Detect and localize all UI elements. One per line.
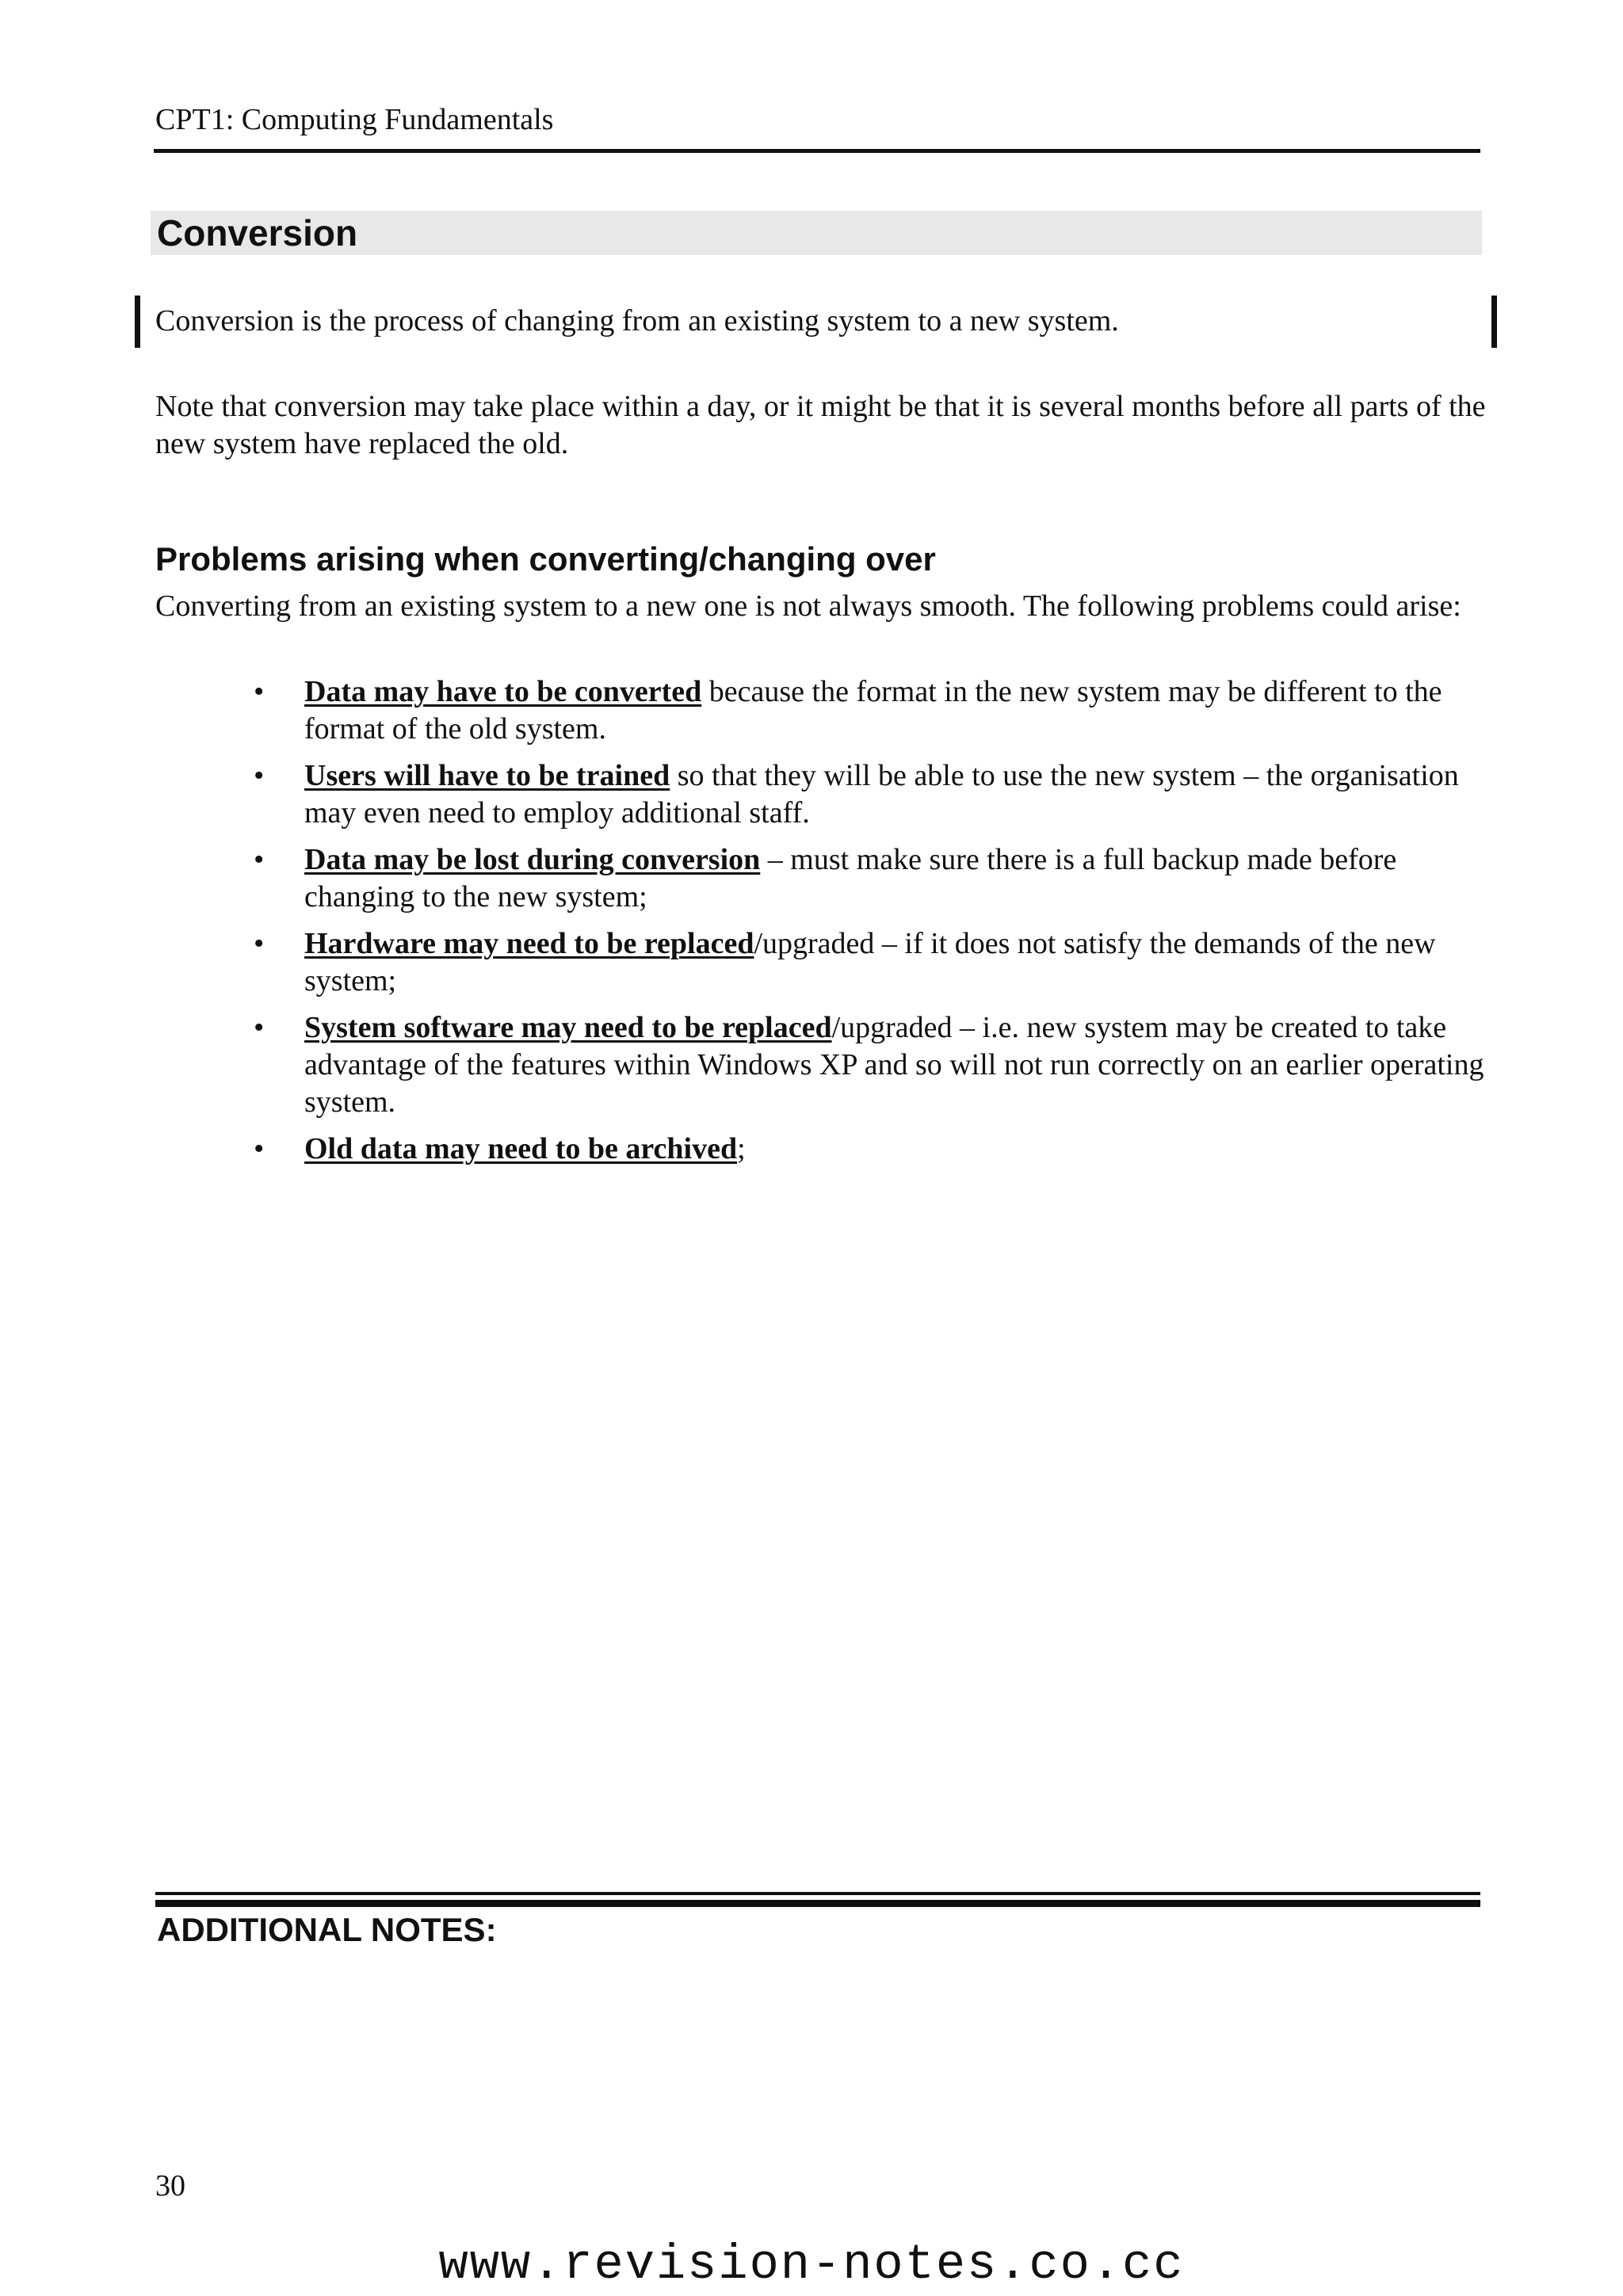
list-item-text: so that they will be able to use the new system – the organisation may even need to employ additional staff. xyxy=(304,759,1459,830)
bullet-icon: • xyxy=(254,759,265,792)
list-item xyxy=(155,1009,1495,1121)
list-item-keyword: Old data may need to be archived xyxy=(304,1132,738,1165)
additional-notes-title: ADDITIONAL NOTES: xyxy=(157,1911,497,1948)
list-item xyxy=(155,841,1495,916)
note-paragraph: Note that conversion may take place within a day, or it might be that it is several months before all parts of the new system have replaced the old. xyxy=(155,390,1486,460)
list-item-text: – must make sure there is a full backup made before changing to the new system; xyxy=(304,843,1397,913)
bullet-icon: • xyxy=(254,1011,265,1044)
bullet-icon: • xyxy=(254,843,265,876)
header-divider xyxy=(154,149,1480,153)
list-item-keyword: Data may have to be converted xyxy=(304,675,702,708)
bullet-icon: • xyxy=(254,675,265,708)
section-title: Conversion xyxy=(157,212,358,254)
list-item-keyword: System software may need to be replaced xyxy=(304,1011,832,1044)
list-item-keyword: Hardware may need to be replaced xyxy=(304,927,754,960)
running-header: CPT1: Computing Fundamentals xyxy=(155,103,554,136)
footer-url: www.revision-notes.co.cc xyxy=(438,2237,1185,2293)
bullet-icon: • xyxy=(254,927,265,960)
definition-paragraph: Conversion is the process of changing from an existing system to a new system. xyxy=(155,304,1119,338)
problems-heading: Problems arising when converting/changing over xyxy=(155,540,936,578)
page-number: 30 xyxy=(155,2169,185,2203)
list-item-text: because the format in the new system may be different to the format of the old system. xyxy=(304,675,1442,746)
list-item-text: /upgraded – if it does not satisfy the demands of the new system; xyxy=(304,927,1436,997)
notes-divider-thin xyxy=(155,1892,1480,1895)
list-item xyxy=(155,757,1495,832)
list-item-keyword: Data may be lost during conversion xyxy=(304,843,761,876)
list-item-text: ; xyxy=(737,1132,746,1165)
problems-intro: Converting from an existing system to a new one is not always smooth. The following problems could arise: xyxy=(155,589,1461,623)
list-item-keyword: Users will have to be trained xyxy=(304,759,670,792)
list-item-text: /upgraded – i.e. new system may be created to take advantage of the features within Windows XP and so will not run correctly on an earlier operating system. xyxy=(304,1011,1484,1119)
list-item xyxy=(155,673,1495,748)
list-item xyxy=(155,925,1495,1000)
notes-divider-thick xyxy=(155,1900,1480,1907)
bullet-icon: • xyxy=(254,1132,265,1165)
problems-list xyxy=(155,673,1495,1177)
list-item xyxy=(155,1131,1495,1168)
change-bar-left xyxy=(135,296,140,348)
